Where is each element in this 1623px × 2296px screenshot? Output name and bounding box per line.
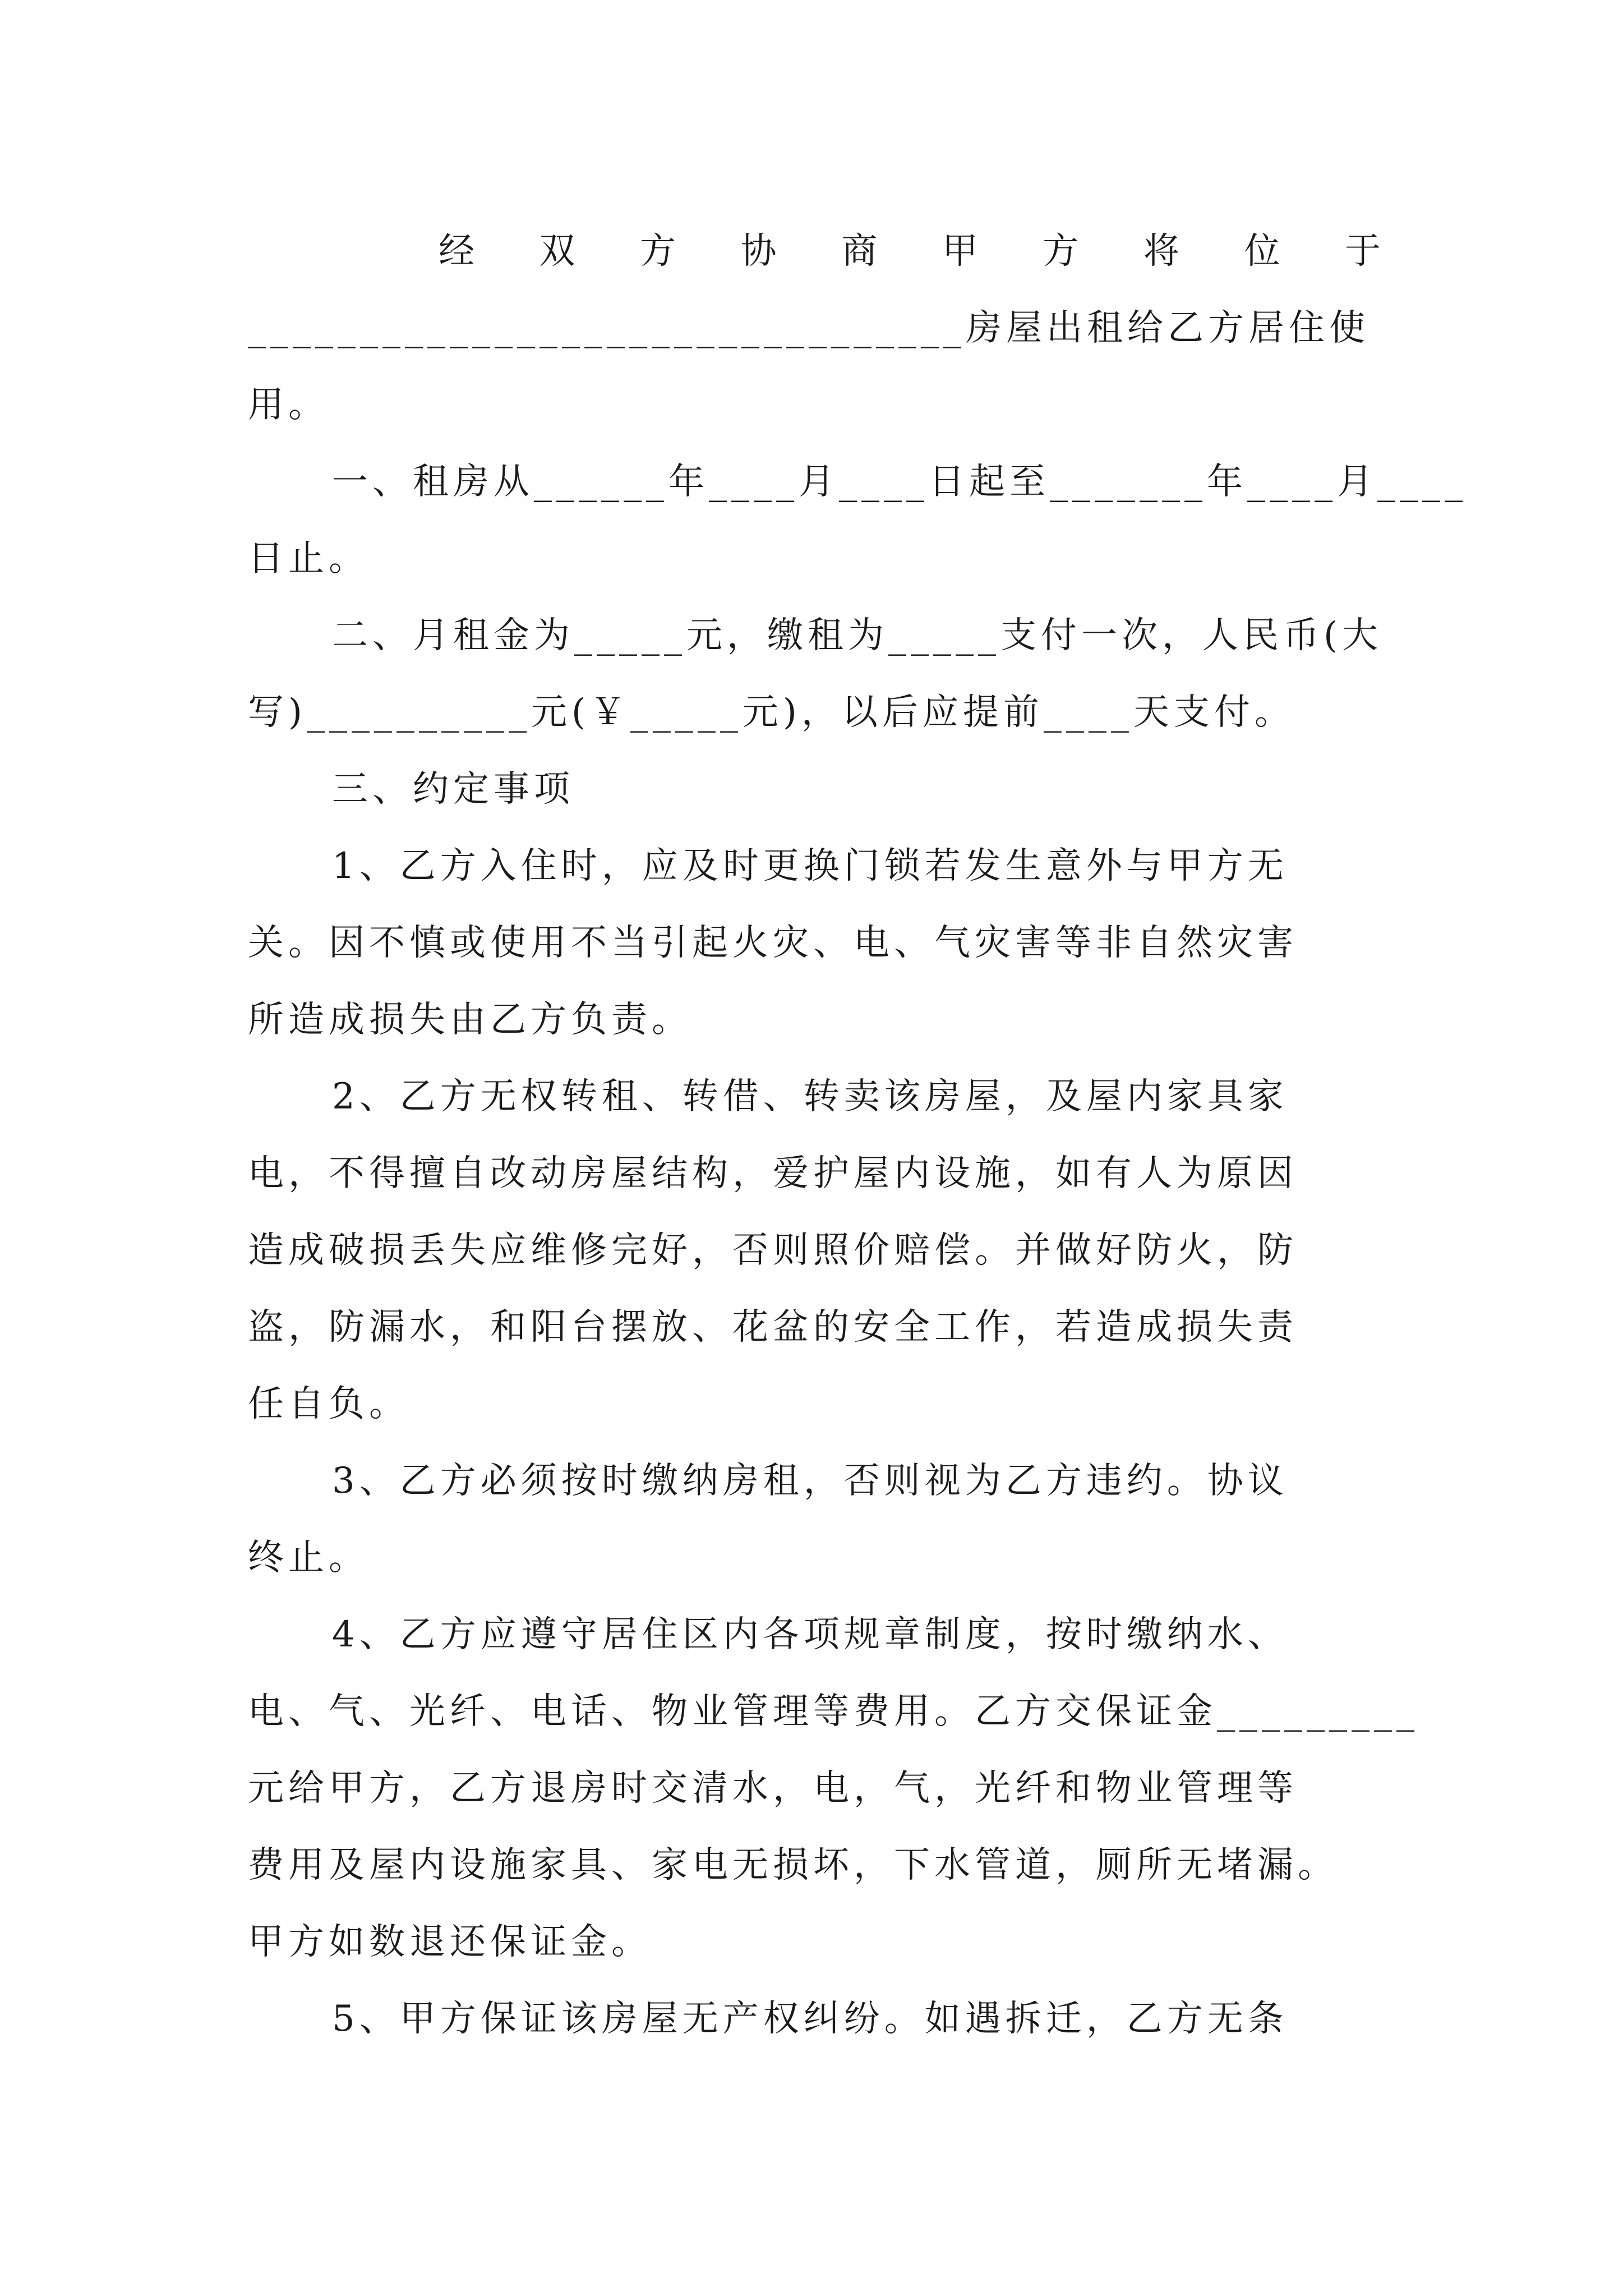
intro-char: 位: [1244, 231, 1280, 272]
text-line: 关。因不慎或使用不当引起火灾、电、气灾害等非自然灾害: [248, 922, 1298, 964]
intro-char: 经: [439, 231, 474, 272]
text-line: 任自负。: [248, 1383, 409, 1425]
item-1-line: 1、乙方入住时，应及时更换门锁若发生意外与甲方无: [332, 845, 1288, 887]
intro-char: 商: [841, 231, 878, 272]
text-line: 用。: [248, 384, 329, 426]
item-3-line: 3、乙方必须按时缴纳房租，否则视为乙方违约。协议: [332, 1460, 1288, 1502]
intro-char: 双: [539, 231, 575, 272]
text-line: 甲方如数退还保证金。: [248, 1921, 652, 1963]
text-line: ________________________________房屋出租给乙方居住使: [248, 307, 1370, 349]
text-line: 所造成损失由乙方负责。: [248, 999, 692, 1041]
text-line: 终止。: [248, 1537, 369, 1579]
intro-line: [248, 213, 1381, 290]
text-line: 电、气、光纤、电话、物业管理等费用。乙方交保证金_________: [248, 1691, 1419, 1732]
clause-3-heading: 三、约定事项: [332, 769, 574, 810]
text-line: 日止。: [248, 538, 369, 579]
clause-1-line: 一、租房从______年____月____日起至_______年____月____: [332, 461, 1467, 503]
item-4-line: 4、乙方应遵守居住区内各项规章制度，按时缴纳水、: [332, 1614, 1288, 1655]
intro-char: 甲: [942, 231, 978, 272]
item-5-line: 5、甲方保证该房屋无产权纠纷。如遇拆迁，乙方无条: [332, 1998, 1288, 2040]
text-line: 造成破损丢失应维修完好，否则照价赔偿。并做好防火，防: [248, 1230, 1298, 1271]
item-2-line: 2、乙方无权转租、转借、转卖该房屋，及屋内家具家: [332, 1076, 1288, 1117]
text-line: 电，不得擅自改动房屋结构，爱护屋内设施，如有人为原因: [248, 1153, 1298, 1194]
intro-char: 于: [1344, 231, 1381, 272]
intro-char: 将: [1143, 231, 1179, 272]
clause-2-line: 二、月租金为_____元，缴租为_____支付一次，人民币(大: [332, 615, 1382, 656]
text-line: 盗，防漏水，和阳台摆放、花盆的安全工作，若造成损失责: [248, 1306, 1298, 1348]
text-line: 写)__________元(￥_____元)，以后应提前____天支付。: [248, 692, 1295, 733]
document-body: [248, 213, 1467, 2058]
text-line: 费用及屋内设施家具、家电无损坏，下水管道，厕所无堵漏。: [248, 1844, 1338, 1886]
intro-char: 方: [640, 231, 676, 272]
intro-char: 协: [740, 231, 777, 272]
text-line: 元给甲方，乙方退房时交清水，电，气，光纤和物业管理等: [248, 1768, 1298, 1809]
intro-char: 方: [1043, 231, 1079, 272]
